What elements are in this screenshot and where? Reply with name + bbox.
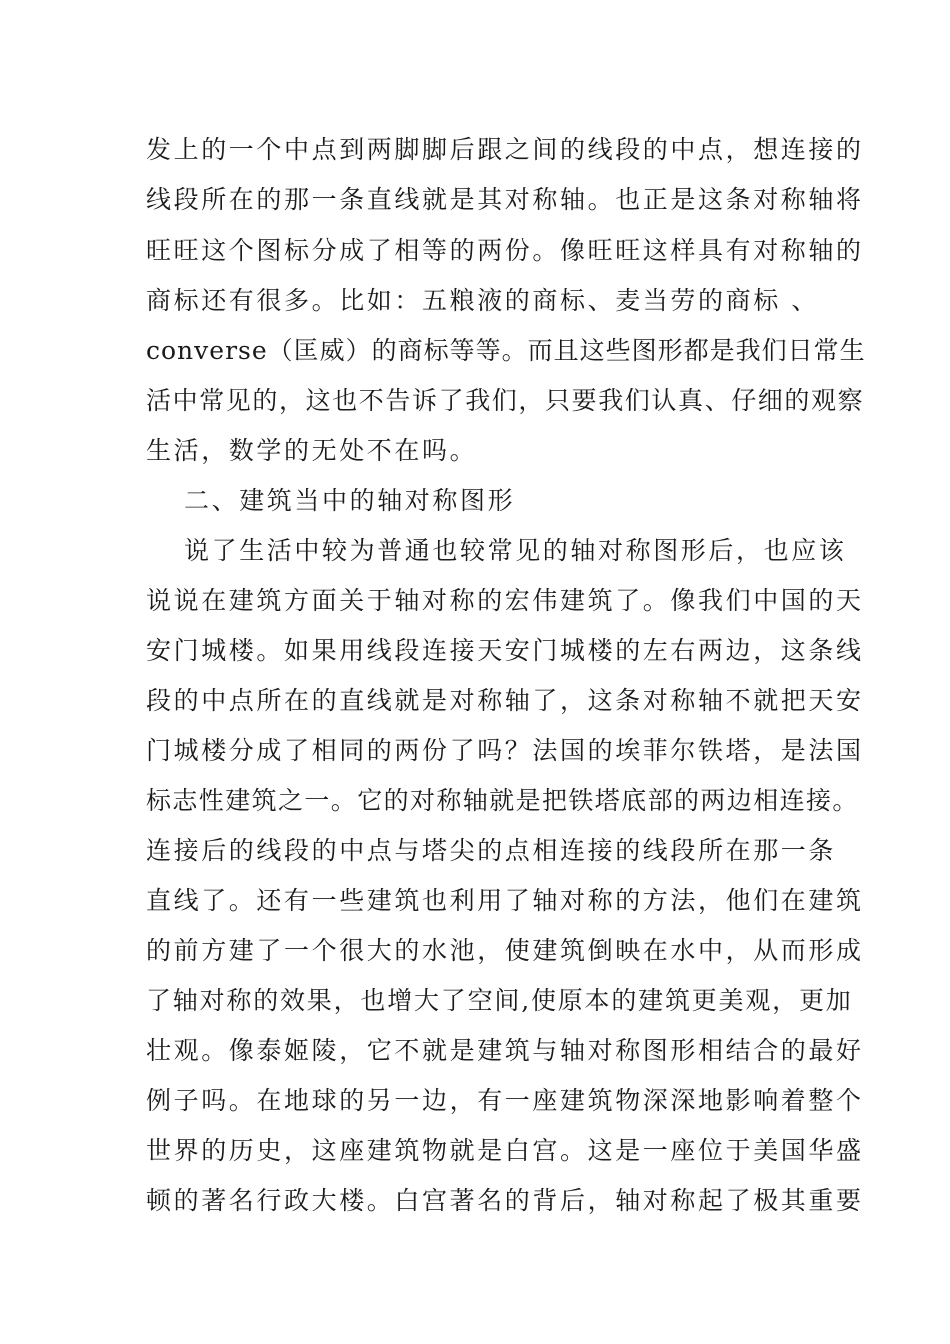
body-text-line: 生活，数学的无处不在吗。 (146, 436, 478, 465)
body-text-line: 段的中点所在的直线就是对称轴了，这条对称轴不就把天安 (146, 686, 864, 715)
section-heading: 二、建筑当中的轴对称图形 (184, 486, 516, 515)
body-text-line: 例子吗。在地球的另一边，有一座建筑物深深地影响着整个 (146, 1086, 864, 1115)
body-text-line: 旺旺这个图标分成了相等的两份。像旺旺这样具有对称轴的 (146, 236, 864, 265)
body-text-line: 世界的历史，这座建筑物就是白宫。这是一座位于美国华盛 (146, 1136, 864, 1165)
body-text-line: 标志性建筑之一。它的对称轴就是把铁塔底部的两边相连接。 (146, 786, 859, 815)
body-text-line: 顿的著名行政大楼。白宫著名的背后，轴对称起了极其重要 (146, 1186, 864, 1215)
body-text-line: 说说在建筑方面关于轴对称的宏伟建筑了。像我们中国的天 (146, 586, 864, 615)
body-text-line: 的前方建了一个很大的水池，使建筑倒映在水中，从而形成 (146, 936, 864, 965)
body-text-line: 商标还有很多。比如：五粮液的商标、麦当劳的商标 、 (146, 286, 819, 315)
body-text-line: 连接后的线段的中点与塔尖的点相连接的线段所在那一条 (146, 836, 837, 865)
body-text-line: 安门城楼。如果用线段连接天安门城楼的左右两边，这条线 (146, 636, 864, 665)
body-text-line: 门城楼分成了相同的两份了吗？法国的埃菲尔铁塔，是法国 (146, 736, 864, 765)
body-text-line: 壮观。像泰姬陵，它不就是建筑与轴对称图形相结合的最好 (146, 1036, 864, 1065)
body-text-line: 说了生活中较为普通也较常见的轴对称图形后，也应该 (184, 536, 847, 565)
body-text-line: 发上的一个中点到两脚脚后跟之间的线段的中点，想连接的 (146, 135, 864, 164)
body-text-line: 活中常见的，这也不告诉了我们，只要我们认真、仔细的观察 (146, 386, 865, 415)
body-text-line: converse（匡威）的商标等等。而且这些图形都是我们日常生 (146, 336, 866, 365)
body-text-line: 线段所在的那一条直线就是其对称轴。也正是这条对称轴将 (146, 185, 864, 214)
body-text-line: 直线了。还有一些建筑也利用了轴对称的方法，他们在建筑 (146, 886, 864, 915)
body-text-line: 了轴对称的效果，也增大了空间,使原本的建筑更美观，更加 (146, 986, 853, 1015)
